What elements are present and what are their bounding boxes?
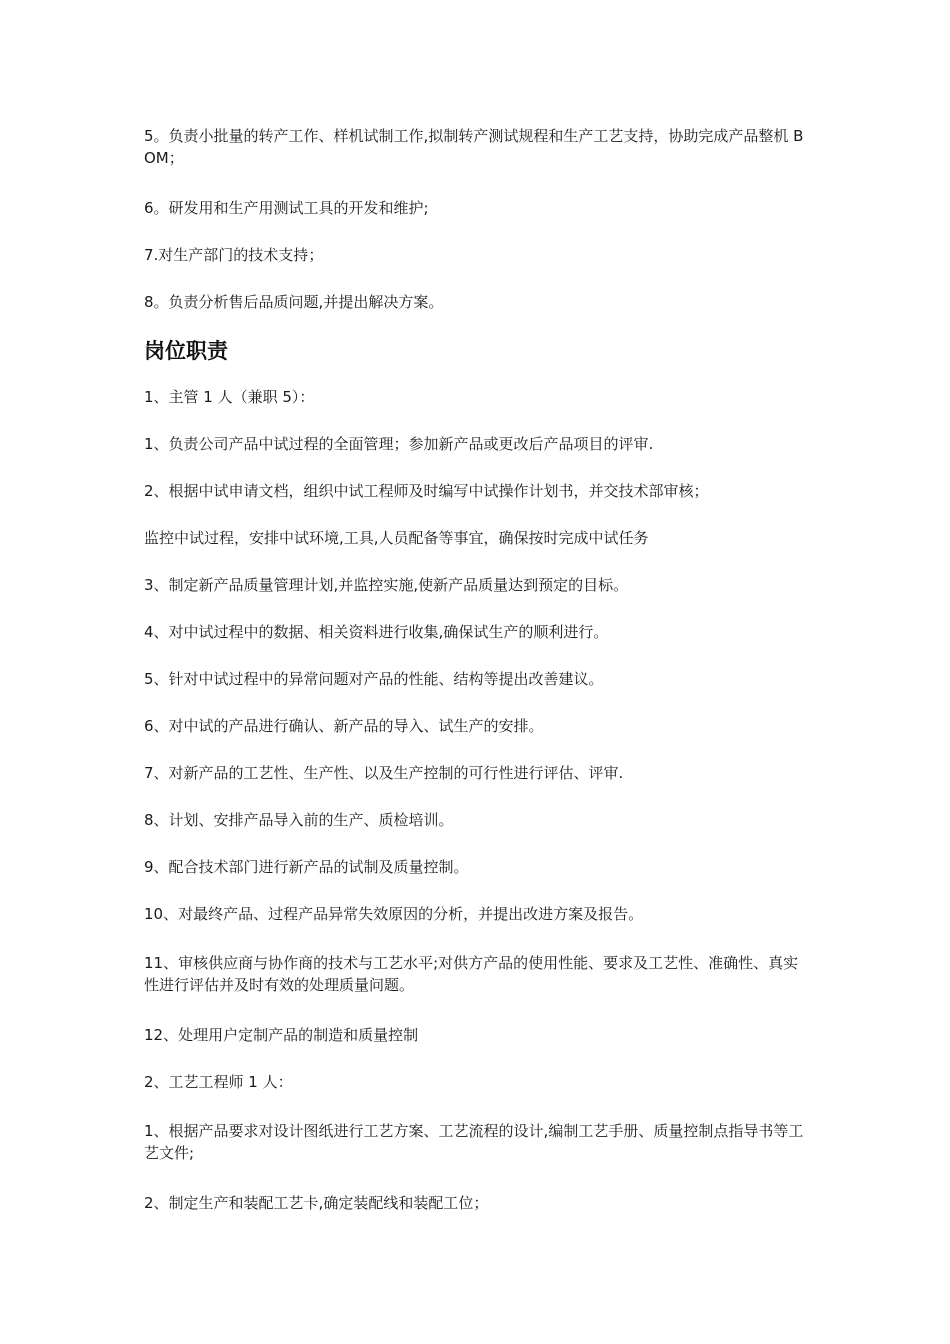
process-engineer-duty: 2、制定生产和装配工艺卡,确定装配线和装配工位； bbox=[144, 1194, 489, 1212]
intro-item-5: 5。负责小批量的转产工作、样机试制工作,拟制转产测试规程和生产工艺支持，协助完成产品整机 BOM； bbox=[144, 127, 804, 167]
supervisor-title: 1、主管 1 人（兼职 5）： bbox=[144, 388, 315, 406]
supervisor-duty: 11、审核供应商与协作商的技术与工艺水平;对供方产品的使用性能、要求及工艺性、准确性、真实性进行评估并及时有效的处理质量问题。 bbox=[144, 954, 799, 994]
supervisor-duty: 12、处理用户定制产品的制造和质量控制 bbox=[144, 1026, 419, 1044]
supervisor-duty: 8、计划、安排产品导入前的生产、质检培训。 bbox=[144, 811, 454, 829]
supervisor-duty: 5、针对中试过程中的异常问题对产品的性能、结构等提出改善建议。 bbox=[144, 670, 604, 688]
intro-item-8: 8。负责分析售后品质问题,并提出解决方案。 bbox=[144, 293, 444, 311]
supervisor-duty: 2、根据中试申请文档，组织中试工程师及时编写中试操作计划书，并交技术部审核； bbox=[144, 482, 709, 500]
process-engineer-title: 2、工艺工程师 1 人： bbox=[144, 1073, 293, 1091]
supervisor-duty: 监控中试过程，安排中试环境,工具,人员配备等事宜，确保按时完成中试任务 bbox=[144, 529, 649, 547]
intro-item-7: 7.对生产部门的技术支持； bbox=[144, 246, 324, 264]
process-engineer-duty: 1、根据产品要求对设计图纸进行工艺方案、工艺流程的设计,编制工艺手册、质量控制点指导书等工艺文件; bbox=[144, 1122, 804, 1162]
supervisor-duty: 6、对中试的产品进行确认、新产品的导入、试生产的安排。 bbox=[144, 717, 544, 735]
supervisor-duty: 3、制定新产品质量管理计划,并监控实施,使新产品质量达到预定的目标。 bbox=[144, 576, 629, 594]
intro-item-6: 6。研发用和生产用测试工具的开发和维护; bbox=[144, 199, 429, 217]
supervisor-duty: 10、对最终产品、过程产品异常失效原因的分析，并提出改进方案及报告。 bbox=[144, 905, 644, 923]
supervisor-duty: 9、配合技术部门进行新产品的试制及质量控制。 bbox=[144, 858, 469, 876]
supervisor-duty: 1、负责公司产品中试过程的全面管理；参加新产品或更改后产品项目的评审. bbox=[144, 435, 654, 453]
supervisor-duty: 4、对中试过程中的数据、相关资料进行收集,确保试生产的顺利进行。 bbox=[144, 623, 609, 641]
section-heading: 岗位职责 bbox=[144, 339, 228, 363]
supervisor-duty: 7、对新产品的工艺性、生产性、以及生产控制的可行性进行评估、评审. bbox=[144, 764, 624, 782]
